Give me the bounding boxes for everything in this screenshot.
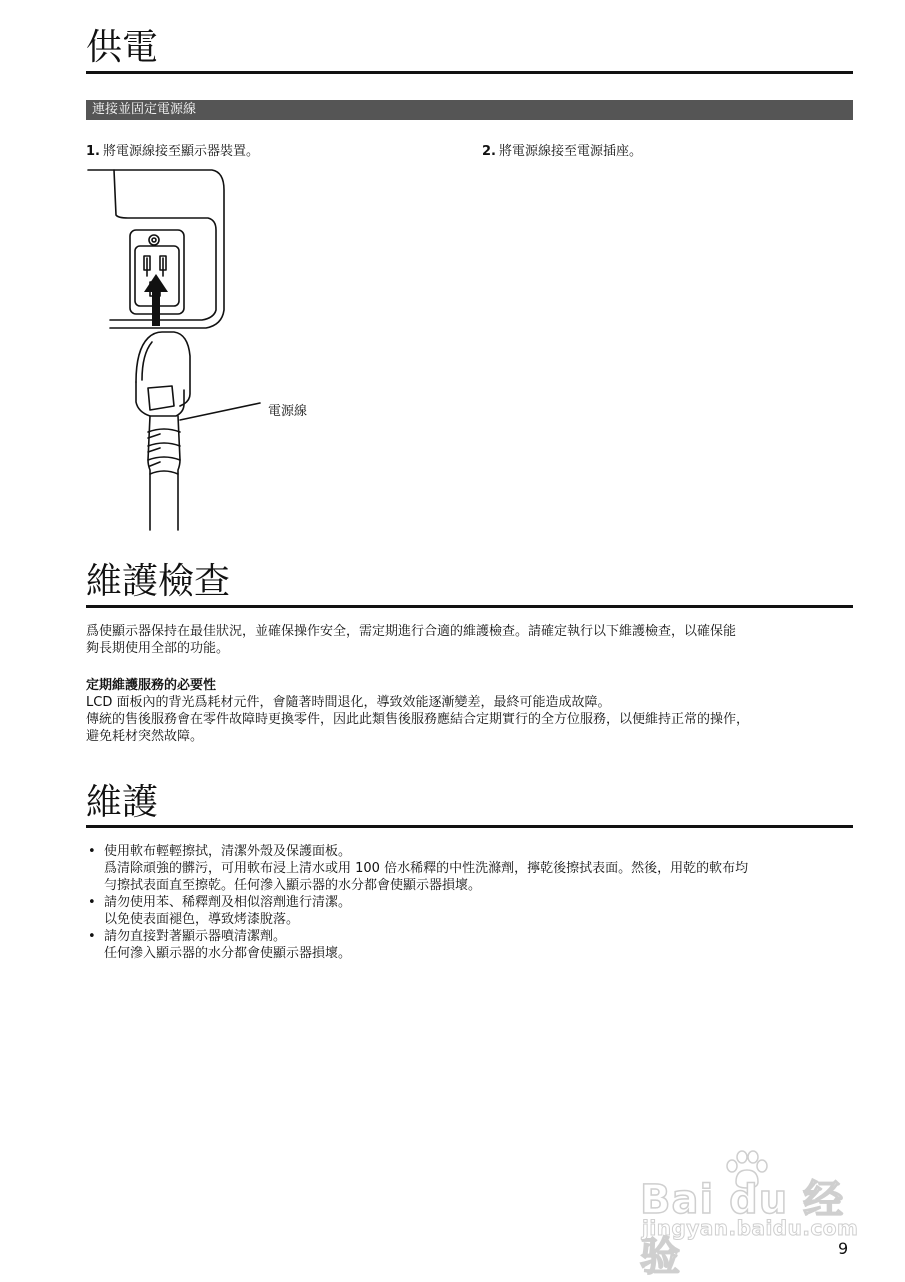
power-cable-illustration (80, 160, 360, 535)
maintenance-item-3 (86, 928, 856, 962)
baidu-watermark (640, 1150, 859, 1280)
step-1-text: 將電源線接至顯示器裝置。 (102, 144, 259, 159)
power-cable-label: 電源線 (268, 404, 308, 419)
maintenance-list (86, 843, 856, 962)
inspection-intro-line-2: 夠長期使用全部的功能。 (86, 641, 230, 656)
maintenance-item-3-line-2: 任何滲入顯示器的水分都會使顯示器損壞。 (104, 946, 352, 961)
periodic-service-block (86, 677, 856, 745)
periodic-service-line-2: 傳統的售後服務會在零件故障時更換零件，因此此類售後服務應結合定期實行的全方位服務，以便維持正常的操作， (86, 712, 750, 727)
periodic-service-heading: 定期維護服務的必要性 (86, 678, 217, 693)
step-2-text: 將電源線接至電源插座。 (498, 144, 642, 159)
maintenance-item-1-line-1: • 使用軟布輕輕擦拭，清潔外殼及保護面板。 (104, 844, 352, 859)
periodic-service-line-1: LCD 面板內的背光爲耗材元件，會隨著時間退化，導致效能逐漸變差，最終可能造成故障。 (86, 695, 611, 710)
maintenance-item-1 (86, 843, 856, 894)
maintenance-item-2 (86, 894, 856, 928)
watermark-logo: Bai du 经验 (640, 1177, 845, 1280)
inspection-title: 維護檢查 (86, 561, 231, 602)
periodic-service-line-3: 避免耗材突然故障。 (86, 729, 204, 744)
watermark-url: jingyan.baidu.com (642, 1216, 859, 1240)
connect-cable-section-bar: 連接並固定電源線 (86, 100, 853, 120)
inspection-intro-line-1: 爲使顯示器保持在最佳狀況，並確保操作安全，需定期進行合適的維護檢查。請確定執行以下維護檢查，以確保能 (86, 624, 737, 639)
step-1-number: 1. (86, 144, 100, 159)
step-2-number: 2. (482, 144, 496, 159)
maintenance-item-1-line-3: 勻擦拭表面直至擦乾。任何滲入顯示器的水分都會使顯示器損壞。 (104, 878, 482, 893)
maintenance-item-1-line-2: 爲清除頑強的髒污，可用軟布浸上清水或用 100 倍水稀釋的中性洗滌劑，擰乾後擦拭表面。然後，用乾的軟布均 (104, 861, 749, 876)
maintenance-list-block (86, 843, 856, 962)
maintenance-title: 維護 (86, 782, 159, 823)
page-number: 9 (838, 1239, 849, 1258)
maintenance-item-3-line-1: • 請勿直接對著顯示器噴清潔劑。 (104, 929, 287, 944)
maintenance-item-2-line-1: • 請勿使用苯、稀釋劑及相似溶劑進行清潔。 (104, 895, 352, 910)
maintenance-item-2-line-2: 以免使表面褪色，導致烤漆脫落。 (104, 912, 300, 927)
step-2 (482, 144, 642, 160)
step-1 (86, 144, 259, 160)
inspection-intro (86, 623, 856, 657)
power-title: 供電 (86, 27, 159, 68)
maintenance-title-rule (86, 825, 853, 828)
inspection-title-rule (86, 605, 853, 608)
power-title-rule (86, 71, 853, 74)
